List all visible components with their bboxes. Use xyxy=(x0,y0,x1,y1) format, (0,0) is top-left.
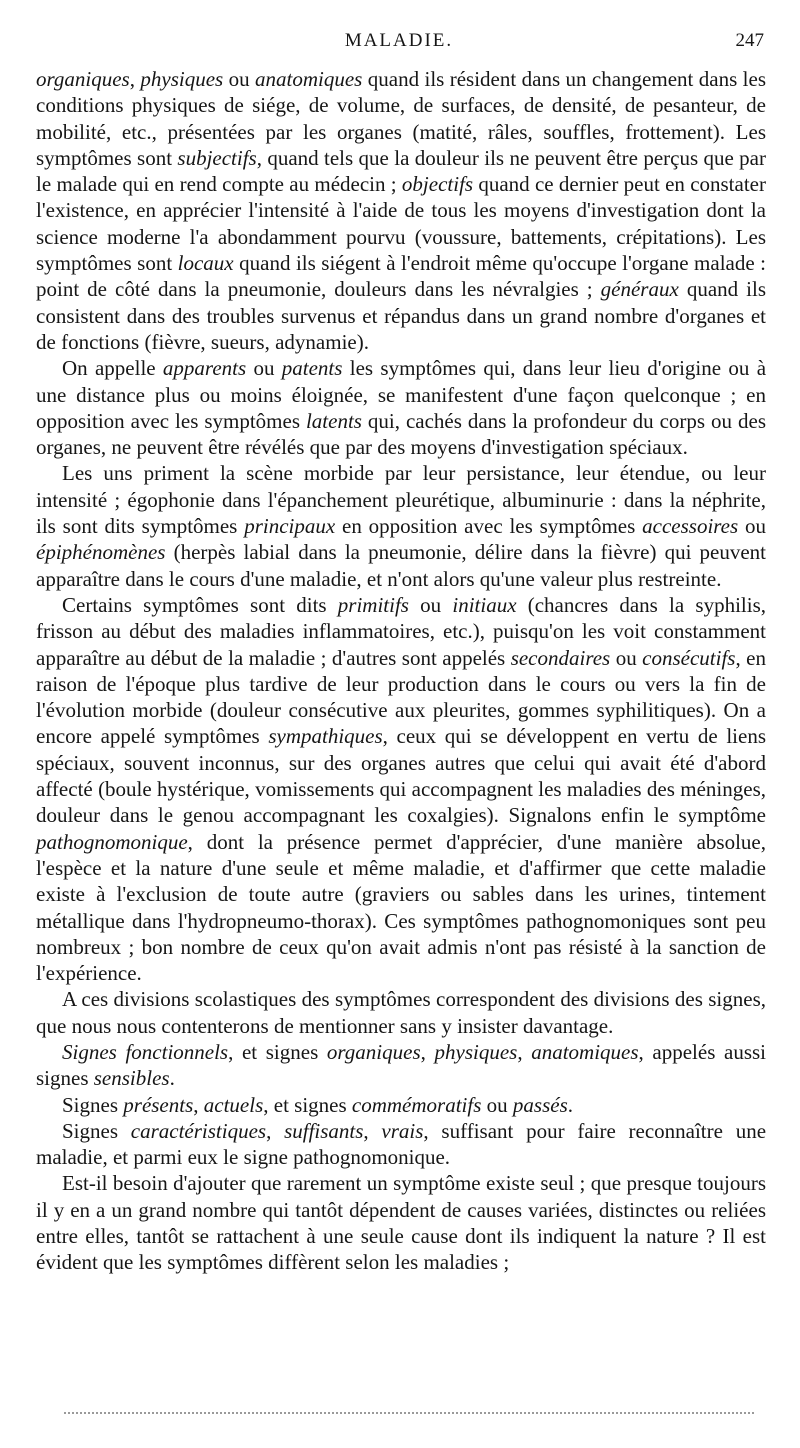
text-run: qui, cachés dans la profondeur du corps ou des organes, ne peuvent être révélés que par des moyens d'investigation spéciaux. xyxy=(36,408,766,460)
italic-term: Signes fonctionnels xyxy=(62,1039,229,1064)
text-run: Les uns priment la scène morbide par leur persistance, leur étendue, ou leur intensité ; égophonie dans l'épanchement pleurétique, albuminurie : dans la néphrite, ils sont dits symptômes xyxy=(36,461,766,539)
paragraph xyxy=(36,592,766,986)
body-text xyxy=(36,66,766,1276)
text-run: , xyxy=(129,67,141,91)
text-run: en opposition avec les symptômes xyxy=(335,514,643,539)
italic-term: objectifs xyxy=(401,172,474,197)
italic-term: épiphénomènes xyxy=(36,540,166,565)
running-head-title: MALADIE. xyxy=(344,30,454,51)
text-run: quand ils consistent dans des troubles survenus et répandus dans un grand nombre d'organes et de fonctions (fièvre, sueurs, adynamie). xyxy=(36,277,766,354)
paragraph xyxy=(36,1092,766,1118)
text-run: , quand tels que la douleur ils ne peuvent être perçus que par le malade qui en rend compte au médecin ; xyxy=(36,145,766,197)
italic-term: anatomiques xyxy=(531,1039,639,1064)
text-run: , xyxy=(363,1118,382,1143)
italic-term: commémoratifs xyxy=(351,1092,482,1117)
italic-term: secondaires xyxy=(510,645,611,670)
paragraph xyxy=(36,355,766,460)
page-number: 247 xyxy=(735,30,764,51)
italic-term: apparents xyxy=(162,356,247,381)
italic-term: locaux xyxy=(177,251,234,276)
running-head xyxy=(34,30,764,58)
italic-term: sensibles xyxy=(93,1066,170,1091)
text-run: , ceux qui se développent en vertu de liens spéciaux, souvent inconnus, sur des organes autres que celui qui avait été d'abord affecté (boule hystérique, vomissements qui accompagnent les maladies des méninges, douleur dans le genou accompagnant les coxalgies). Signalons enfin le symptôme xyxy=(36,724,767,828)
text-run: Certains symptômes sont dits xyxy=(62,592,338,617)
italic-term: organiques xyxy=(326,1039,421,1064)
paragraph xyxy=(36,986,766,1039)
italic-term: vrais xyxy=(381,1118,424,1143)
italic-term: initiaux xyxy=(452,592,517,617)
text-run: , xyxy=(266,1118,285,1143)
italic-term: présents xyxy=(123,1092,194,1117)
paragraph xyxy=(36,1118,766,1171)
text-run: ou xyxy=(738,514,767,539)
paragraph xyxy=(36,66,766,355)
text-run: , en raison de l'époque plus tardive de leur production dans le cours ou vers la fin de l'évolution morbide (douleur consécutive aux pleurites, gommes syphilitiques). On a encore appelé symptômes xyxy=(36,645,766,749)
italic-term: organiques xyxy=(36,67,130,91)
text-run: ou xyxy=(246,356,282,381)
text-run: , xyxy=(420,1039,435,1064)
italic-term: physiques xyxy=(434,1039,518,1064)
italic-term: sympathiques xyxy=(268,724,383,749)
text-run: Est-il besoin d'ajouter que rarement un symptôme existe seul ; que presque toujours il y en a un grand nombre qui tantôt dépendent de causes variées, distinctes ou reliées entre elles, tantôt se rattachent à une seule cause dont ils indiquent la nature ? Il est évident que les symptômes diffèrent selon les maladies ; xyxy=(36,1171,766,1275)
text-run: ou xyxy=(223,67,256,91)
text-run: (chancres dans la syphilis, frisson au début des maladies inflammatoires, etc.), puisqu'on les voit constamment apparaître au début de la maladie ; d'autres sont appelés xyxy=(36,592,766,670)
italic-term: pathognomonique xyxy=(36,829,188,854)
italic-term: généraux xyxy=(600,277,679,302)
bottom-divider xyxy=(64,1412,754,1414)
text-run: , dont la présence permet d'apprécier, d'une manière absolue, l'espèce et la nature d'une seule et même maladie, et d'affirmer que cette maladie existe à l'exclusion de toute autre (graviers ou sables dans les urines, tintement métallique dans l'hydropneumo-thorax). Ces symptômes pathognomoniques sont peu nombreux ; bon nombre de ceux qu'on avait admis n'ont pas résisté à la sanction de l'expérience. xyxy=(36,829,766,986)
italic-term: actuels xyxy=(203,1092,264,1117)
text-run: , suffisant pour faire reconnaître une maladie, et parmi eux le signe pathognomonique. xyxy=(36,1118,767,1170)
italic-term: principaux xyxy=(244,514,336,539)
paragraph xyxy=(36,460,766,591)
text-run: Signes xyxy=(62,1092,124,1117)
italic-term: primitifs xyxy=(337,592,409,617)
italic-term: patents xyxy=(281,356,343,381)
text-run: A ces divisions scolastiques des symptômes correspondent des divisions des signes, que nous nous contenterons de mentionner sans y insister davantage. xyxy=(36,987,766,1038)
italic-term: consécutifs xyxy=(642,645,736,670)
text-run: quand ils siégent à l'endroit même qu'occupe l'organe malade : point de côté dans la pneumonie, douleurs dans les névralgies ; xyxy=(36,251,766,302)
text-run: quand ils résident dans un changement dans les conditions physiques de siége, de volume, de surfaces, de densité, de pesanteur, de mobilité, etc., présentées par les organes (matité, râles, souffles, frottement). Les symptômes sont xyxy=(36,67,767,170)
paragraph xyxy=(36,1170,766,1275)
italic-term: anatomiques xyxy=(255,67,363,91)
italic-term: physiques xyxy=(140,67,224,91)
italic-term: subjectifs xyxy=(177,145,257,170)
text-run: , et signes xyxy=(228,1039,327,1064)
text-run: , xyxy=(517,1039,532,1064)
text-run: ou xyxy=(610,645,643,670)
text-run: ou xyxy=(408,592,453,617)
text-run: ou xyxy=(481,1092,513,1117)
text-run: On appelle xyxy=(62,356,163,381)
text-run: (herpès labial dans la pneumonie, délire dans la fièvre) qui peuvent apparaître dans le cours d'une maladie, et n'ont alors qu'une valeur plus restreinte. xyxy=(36,540,766,591)
italic-term: accessoires xyxy=(642,514,739,539)
text-run: Signes xyxy=(62,1118,131,1143)
paragraph xyxy=(36,1039,766,1092)
text-run: . xyxy=(567,1092,573,1117)
italic-term: caractéristiques xyxy=(130,1118,267,1143)
text-run: quand ce dernier peut en constater l'existence, en apprécier l'intensité à l'aide de tous les moyens d'investigation dont la science moderne l'a abondamment pourvu (voussure, battements, crépitations). Les symptômes sont xyxy=(36,172,766,276)
italic-term: latents xyxy=(305,408,362,433)
italic-term: passés xyxy=(512,1092,568,1117)
text-run: . xyxy=(169,1066,175,1091)
italic-term: suffisants xyxy=(284,1118,364,1143)
text-run: les symptômes qui, dans leur lieu d'origine ou à une distance plus ou moins éloignée, se manifestent d'une façon quelconque ; en opposition avec les symptômes xyxy=(36,356,767,433)
text-run: , xyxy=(193,1092,204,1117)
text-run: , appelés aussi signes xyxy=(36,1039,766,1091)
text-run: , et signes xyxy=(263,1092,352,1117)
